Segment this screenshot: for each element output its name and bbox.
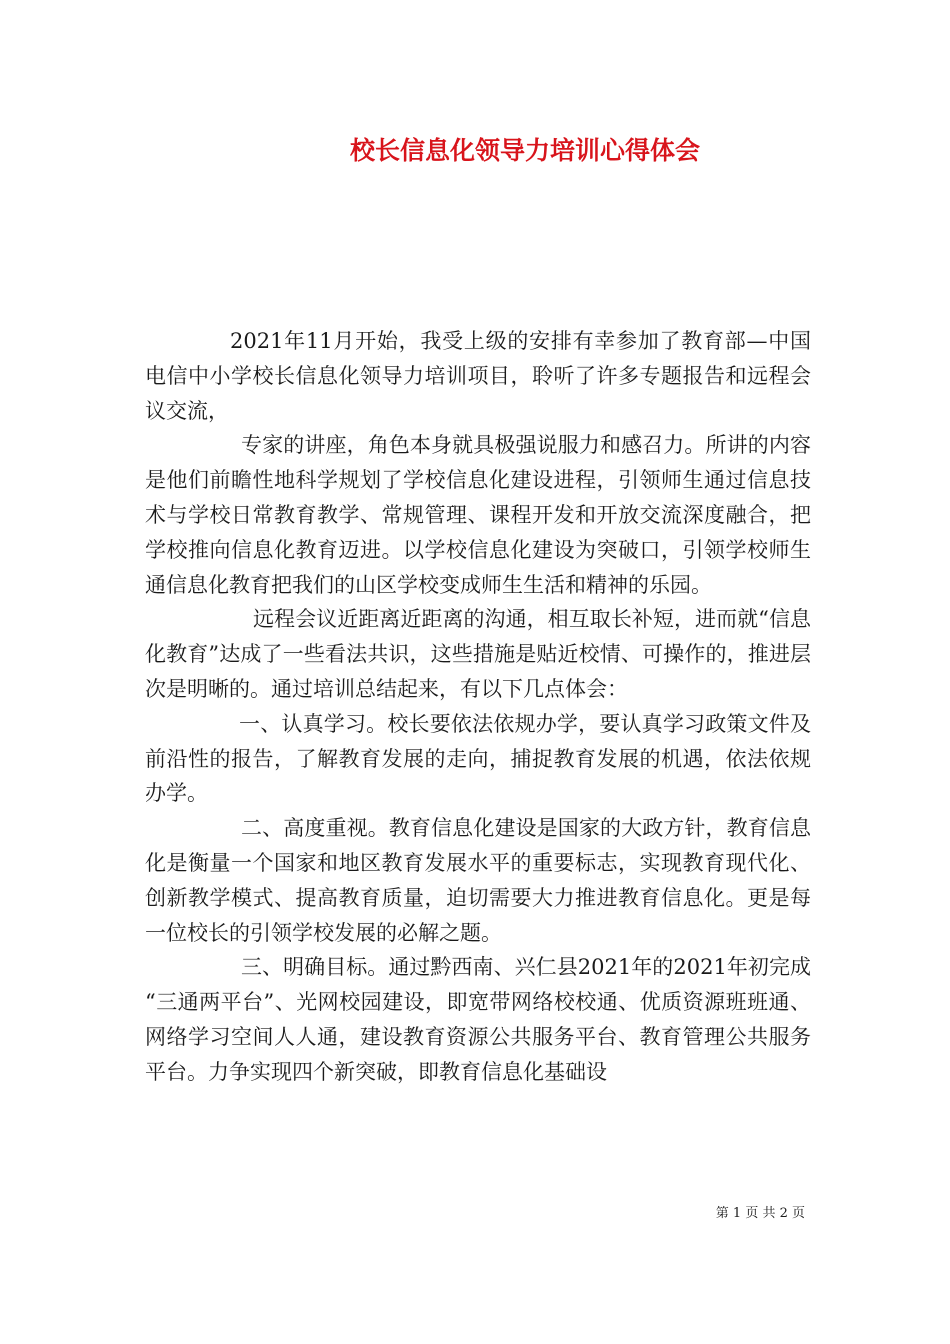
page-title: 校长信息化领导力培训心得体会 <box>349 136 700 165</box>
document-body <box>145 324 811 1090</box>
paragraph-point-two: 二、高度重视。教育信息化建设是国家的大政方针，教育信息化是衡量一个国家和地区教育发展水平的重要标志，实现教育现代化、创新教学模式、提高教育质量，迫切需要大力推进教育信息化。更是每一位校长的引领学校发展的必解之题。 <box>145 816 811 945</box>
page-number-footer: 第 1 页 共 2 页 <box>715 1206 805 1221</box>
paragraph-point-one: 一、认真学习。校长要依法依规办学，要认真学习政策文件及前沿性的报告，了解教育发展的走向，捕捉教育发展的机遇，依法依规办学。 <box>145 711 811 806</box>
paragraph-expert-lectures: 专家的讲座，角色本身就具极强说服力和感召力。所讲的内容是他们前瞻性地科学规划了学校信息化建设进程，引领师生通过信息技术与学校日常教育教学、常规管理、课程开发和开放交流深度融合，把学校推向信息化教育迈进。以学校信息化建设为突破口，引领学校师生通信息化教育把我们的山区学校变成师生生活和精神的乐园。 <box>145 433 811 597</box>
paragraph-intro: 2021年11月开始，我受上级的安排有幸参加了教育部—中国电信中小学校长信息化领导力培训项目，聆听了许多专题报告和远程会议交流， <box>145 329 811 423</box>
paragraph-point-three: 三、明确目标。通过黔西南、兴仁县2021年的2021年初完成“三通两平台”、光网校园建设，即宽带网络校校通、优质资源班班通、网络学习空间人人通，建设教育资源公共服务平台、教育管理公共服务平台。力争实现四个新突破，即教育信息化基础设 <box>145 955 811 1084</box>
paragraph-remote-meetings: 远程会议近距离近距离的沟通，相互取长补短，进而就“信息化教育”达成了一些看法共识，这些措施是贴近校情、可操作的，推进层次是明晰的。通过培训总结起来，有以下几点体会： <box>145 607 811 701</box>
